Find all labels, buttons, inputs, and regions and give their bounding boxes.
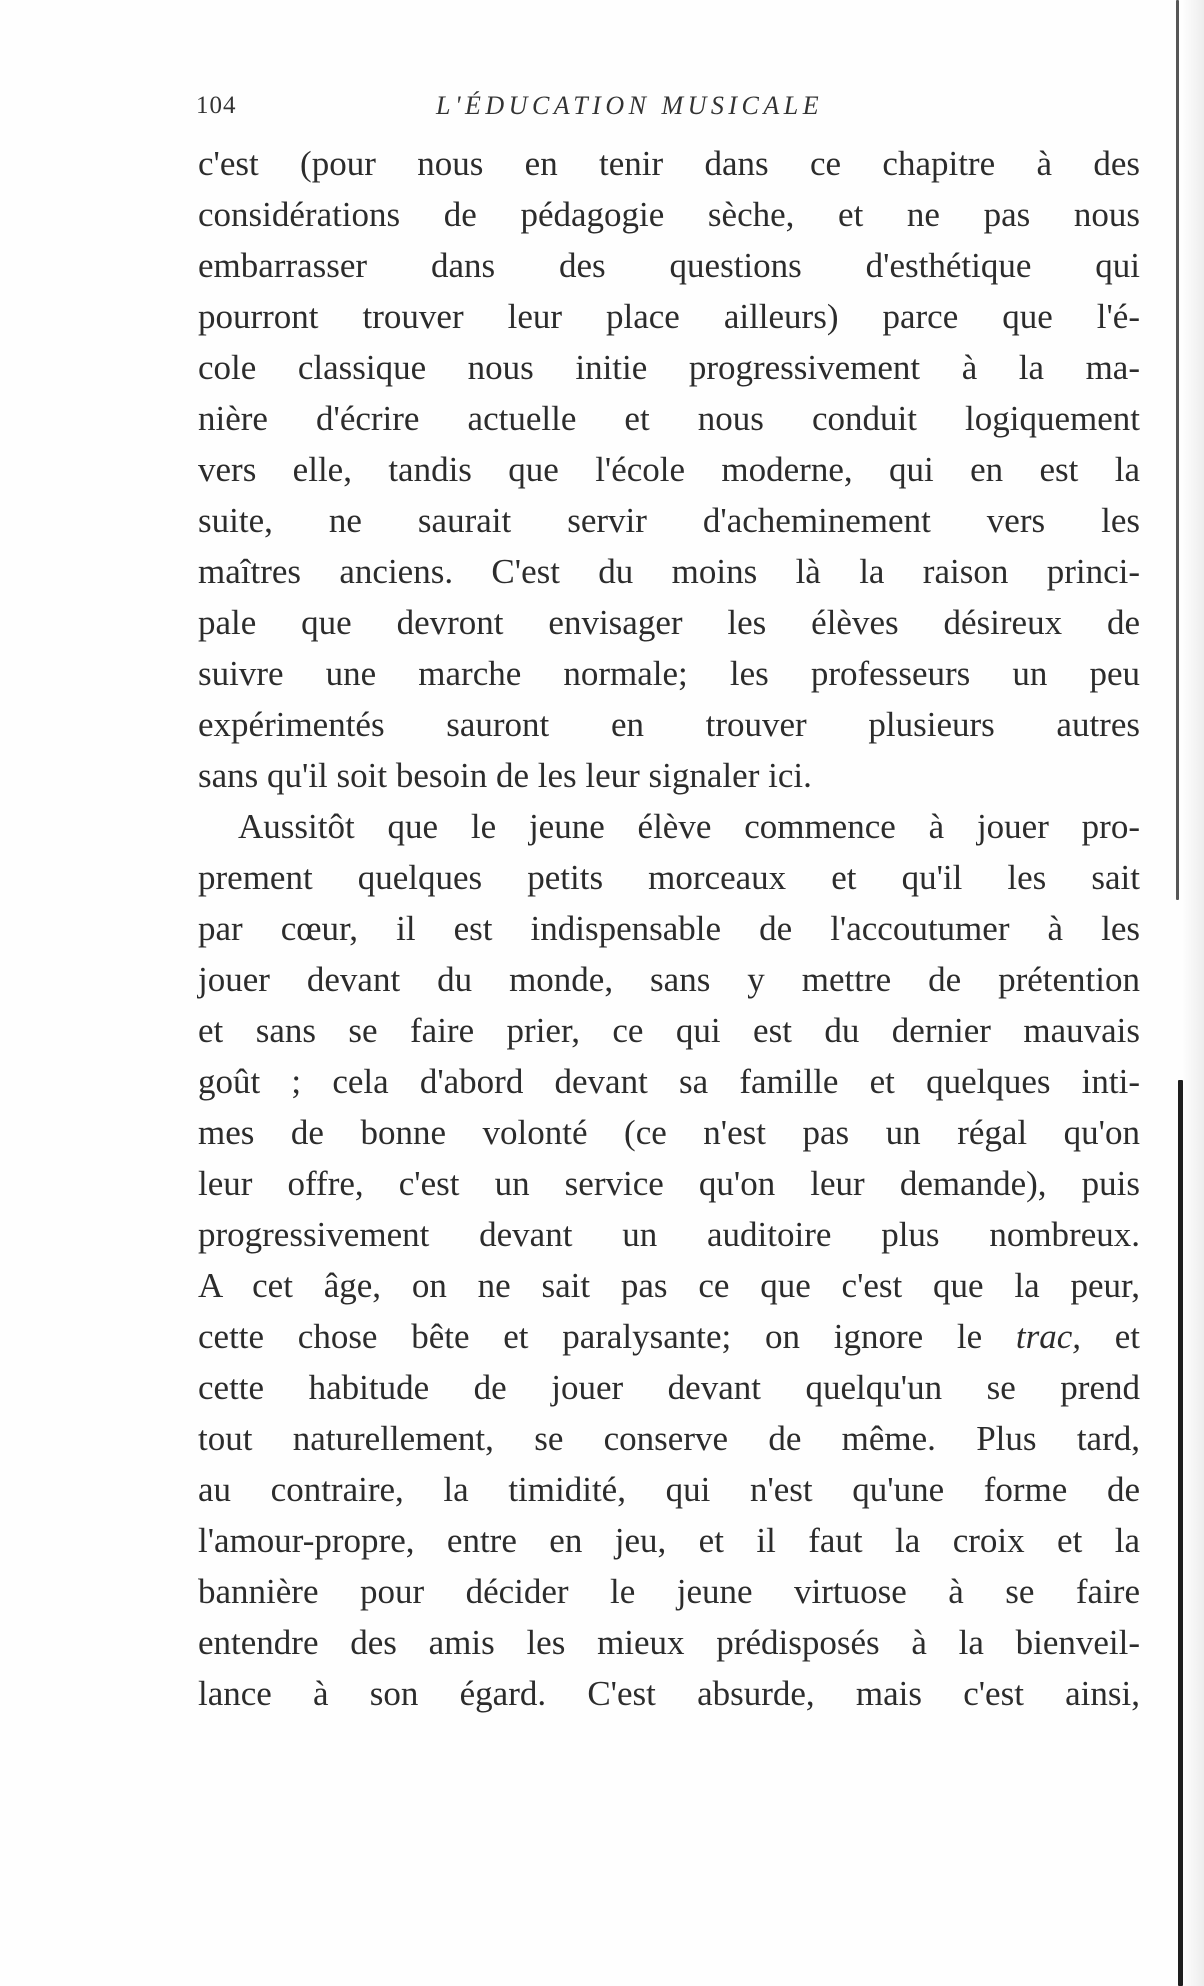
text-line: progressivement devant un auditoire plus nombreux. xyxy=(198,1215,1140,1254)
paragraph-start-line: Aussitôt que le jeune élève commence à jouer pro- xyxy=(238,807,1140,846)
text-line: pale que devront envisager les élèves désireux de xyxy=(198,603,1140,642)
text-line: embarrasser dans des questions d'esthétique qui xyxy=(198,246,1140,285)
text-line: suivre une marche normale; les professeurs un peu xyxy=(198,654,1140,693)
text-line: leur offre, c'est un service qu'on leur demande), puis xyxy=(198,1164,1140,1203)
text-line: entendre des amis les mieux prédisposés à la bienveil- xyxy=(198,1623,1140,1662)
text-line: prement quelques petits morceaux et qu'il les sait xyxy=(198,858,1140,897)
text-line: suite, ne saurait servir d'acheminement vers les xyxy=(198,501,1140,540)
text-line: et sans se faire prier, ce qui est du dernier mauvais xyxy=(198,1011,1140,1050)
text-line: jouer devant du monde, sans y mettre de prétention xyxy=(198,960,1140,999)
page-edge-shadow xyxy=(1182,0,1204,1986)
text-line: A cet âge, on ne sait pas ce que c'est que la peur, xyxy=(198,1266,1140,1305)
running-head: L'ÉDUCATION MUSICALE xyxy=(436,91,824,120)
text-line: goût ; cela d'abord devant sa famille et quelques inti- xyxy=(198,1062,1140,1101)
text-line: pourront trouver leur place ailleurs) parce que l'é- xyxy=(198,297,1140,336)
page-edge-line xyxy=(1176,0,1179,900)
text-line: par cœur, il est indispensable de l'accoutumer à les xyxy=(198,909,1140,948)
italic-word: trac, xyxy=(1015,1317,1082,1356)
line-head: cette chose bête et paralysante; on ignore le xyxy=(198,1317,1016,1356)
page-header xyxy=(196,86,1141,126)
paragraph-end-line: sans qu'il soit besoin de les leur signaler ici. xyxy=(198,756,812,795)
text-line: c'est (pour nous en tenir dans ce chapitre à des xyxy=(198,144,1140,183)
text-line: l'amour-propre, entre en jeu, et il faut la croix et la xyxy=(198,1521,1140,1560)
page-edge-line-dark xyxy=(1178,1080,1183,1986)
text-line: maîtres anciens. C'est du moins là la raison princi- xyxy=(198,552,1140,591)
text-line: mes de bonne volonté (ce n'est pas un régal qu'on xyxy=(198,1113,1140,1152)
body-text xyxy=(198,138,1140,1719)
text-line-with-italic xyxy=(198,1311,1140,1362)
text-line: cette habitude de jouer devant quelqu'un se prend xyxy=(198,1368,1140,1407)
line-tail: et xyxy=(1081,1317,1141,1356)
page-number: 104 xyxy=(196,92,237,119)
text-line: considérations de pédagogie sèche, et ne pas nous xyxy=(198,195,1140,234)
text-line: au contraire, la timidité, qui n'est qu'une forme de xyxy=(198,1470,1140,1509)
text-line: vers elle, tandis que l'école moderne, qui en est la xyxy=(198,450,1140,489)
text-line: lance à son égard. C'est absurde, mais c'est ainsi, xyxy=(198,1674,1140,1713)
text-line: nière d'écrire actuelle et nous conduit logiquement xyxy=(198,399,1140,438)
text-line: cole classique nous initie progressivement à la ma- xyxy=(198,348,1140,387)
text-line: tout naturellement, se conserve de même. Plus tard, xyxy=(198,1419,1140,1458)
text-line: expérimentés sauront en trouver plusieurs autres xyxy=(198,705,1140,744)
text-line: bannière pour décider le jeune virtuose à se faire xyxy=(198,1572,1140,1611)
